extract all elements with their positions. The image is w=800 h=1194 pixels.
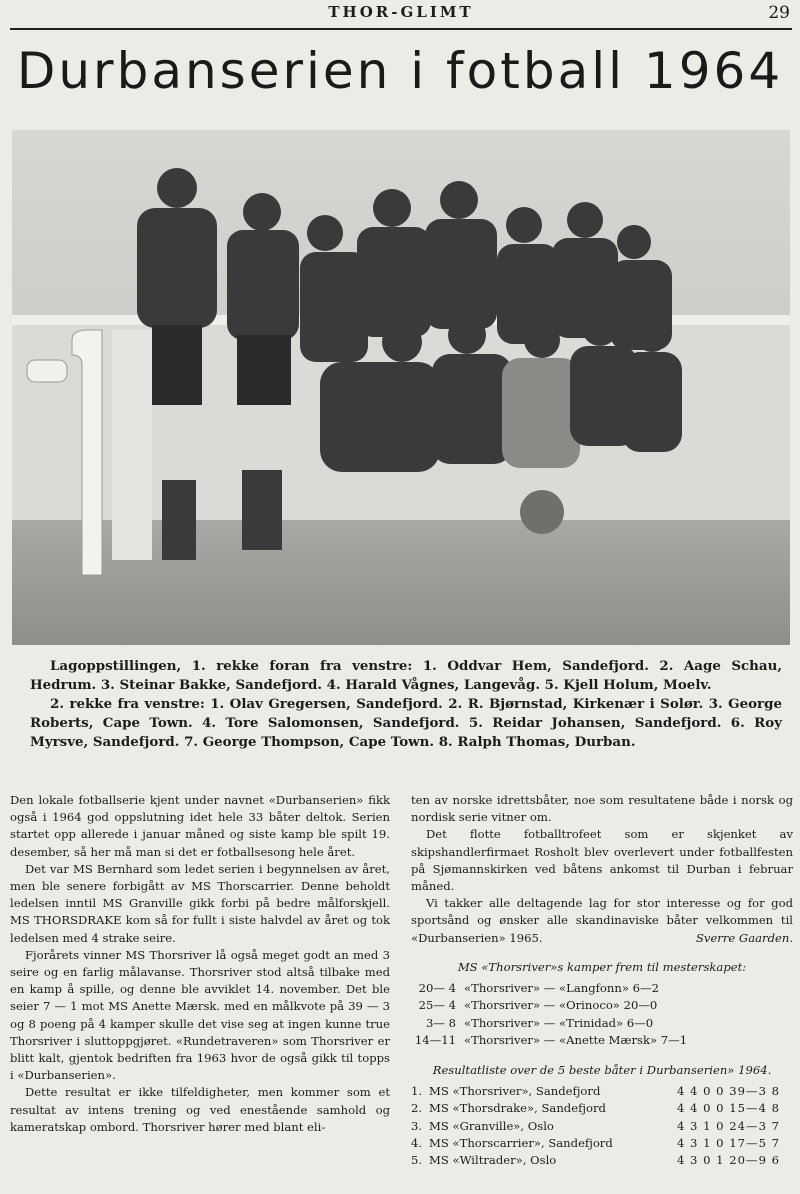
stats: 4 4 0 0 39—3 8 [677, 1083, 781, 1098]
match-date: 3— 8 [425, 1015, 456, 1030]
boat: MS «Thorscarrier», Sandefjord [429, 1136, 613, 1151]
rank: 3. [411, 1118, 423, 1133]
match-date: 14—11 [414, 1033, 456, 1048]
results-row [411, 1083, 793, 1100]
paragraph: Det flotte fotballtrofeet som er skjenket av skipshandlerfirmaet Rosholt blev overlevert under fotballfesten på Sjømannskirken ved båtens ankomst til Durban i februar måned. [411, 827, 793, 894]
paragraph: Dette resultat er ikke tilfeldigheter, men kommer som et resultat av intens trening og ved enestående samhold og kameratskap ombord. Thorsriver hører med blant eli- [10, 1085, 390, 1134]
author-signature: Sverre Gaarden. [695, 930, 793, 945]
boat: MS «Thorsdrake», Sandefjord [429, 1101, 606, 1116]
right-column [411, 792, 793, 1170]
results-row [411, 1100, 793, 1117]
magazine-name: THOR-GLIMT [328, 3, 474, 21]
paragraph: Det var MS Bernhard som ledet serien i begynnelsen av året, men ble senere forbigått av MS Thorscarrier. Denne beholdt ledelsen inntil MS Granville gikk forbi på bedre målforskjell. MS THORSDRAKE kom så for fullt i siste halvdel av året og tok ledelsen med 4 strake seire. [10, 861, 390, 945]
team-photo [12, 130, 790, 645]
paragraph-continuation: ten av norske idrettsbåter, noe som resultatene både i norsk og nordisk serie vitner om. [411, 793, 793, 825]
stats: 4 3 1 0 24—3 7 [677, 1118, 781, 1133]
boat: MS «Wiltrader», Oslo [429, 1153, 557, 1168]
paragraph [411, 895, 793, 947]
match-date: 25— 4 [418, 998, 456, 1013]
matches-list [411, 980, 793, 1050]
match-result: «Thorsriver» — «Trinidad» 6—0 [464, 1015, 654, 1030]
results-row [411, 1135, 793, 1152]
page-number: 29 [768, 3, 790, 23]
results-table [411, 1083, 793, 1170]
rank: 1. [411, 1083, 423, 1098]
rank: 2. [411, 1101, 423, 1116]
caption-row-1: Lagoppstillingen, 1. rekke foran fra venstre: 1. Oddvar Hem, Sandefjord. 2. Aage Schau, Hedrum. 3. Steinar Bakke, Sandefjord. 4. Harald Vågnes, Langevåg. 5. Kjell Holum, Moelv. [30, 658, 782, 693]
paragraph: Den lokale fotballserie kjent under navnet «Durbanserien» fikk også i 1964 god oppslutning idet hele 33 båter deltok. Serien startet opp allerede i januar måned og siste kamp ble spilt 19. desember, så her må man si det er fotballsesong hele året. [10, 793, 390, 859]
match-date: 20— 4 [418, 981, 456, 996]
results-row [411, 1118, 793, 1135]
match-result: «Thorsriver» — «Orinoco» 20—0 [464, 998, 658, 1013]
matches-title: MS «Thorsriver»s kamper frem til mesterskapet: [457, 959, 747, 974]
match-row [411, 980, 793, 997]
article-title: Durbanserien i fotball 1964 [16, 42, 784, 100]
stats: 4 4 0 0 15—4 8 [677, 1101, 781, 1116]
match-result: «Thorsriver» — «Anette Mærsk» 7—1 [464, 1033, 688, 1048]
paragraph: Fjorårets vinner MS Thorsriver lå også meget godt an med 3 seire og en farlig målavanse. Thorsriver stod altså tilbake med en kamp å spille, og denne ble avviklet 14. november. Det ble seier 7 — 1 mot MS Anette Mærsk. med en målkvote på 39 — 3 og 8 poeng på 4 kamper skulle det vise seg at ingen kunne true Thorsriver i sluttoppgjøret. «Rundetraveren» som Thorsriver er blitt kalt, gjentok bedriften fra 1963 hvor de også gikk til topps i «Durbanserien». [10, 947, 390, 1083]
page-header [10, 0, 792, 30]
left-column [10, 792, 390, 1136]
match-row [411, 997, 793, 1014]
stats: 4 3 0 1 20—9 6 [677, 1153, 781, 1168]
results-row [411, 1152, 793, 1169]
rank: 5. [411, 1153, 423, 1168]
stats: 4 3 1 0 17—5 7 [677, 1136, 781, 1151]
caption-row-2: 2. rekke fra venstre: 1. Olav Gregersen, Sandefjord. 2. R. Bjørnstad, Kirkenær i Solør. 3. George Roberts, Cape Town. 4. Tore Salomonsen, Sandefjord. 5. Reidar Johansen, Sandefjord. 6. Roy Myrsve, Sandefjord. 7. George Thompson, Cape Town. 8. Ralph Thomas, Durban. [30, 696, 782, 750]
match-result: «Thorsriver» — «Langfonn» 6—2 [464, 981, 659, 996]
match-row [411, 1032, 793, 1049]
match-row [411, 1015, 793, 1032]
boat: MS «Granville», Oslo [429, 1118, 554, 1133]
results-title: Resultatliste over de 5 beste båter i Durbanserien» 1964. [432, 1062, 772, 1077]
photo-caption [30, 657, 782, 752]
paragraph-text: Vi takker alle deltagende lag for stor interesse og for god sportsånd og ønsker alle skandinaviske båter velkommen til «Durbanserien» 1965. [411, 896, 793, 945]
rank: 4. [411, 1136, 423, 1151]
boat: MS «Thorsriver», Sandefjord [429, 1083, 601, 1098]
